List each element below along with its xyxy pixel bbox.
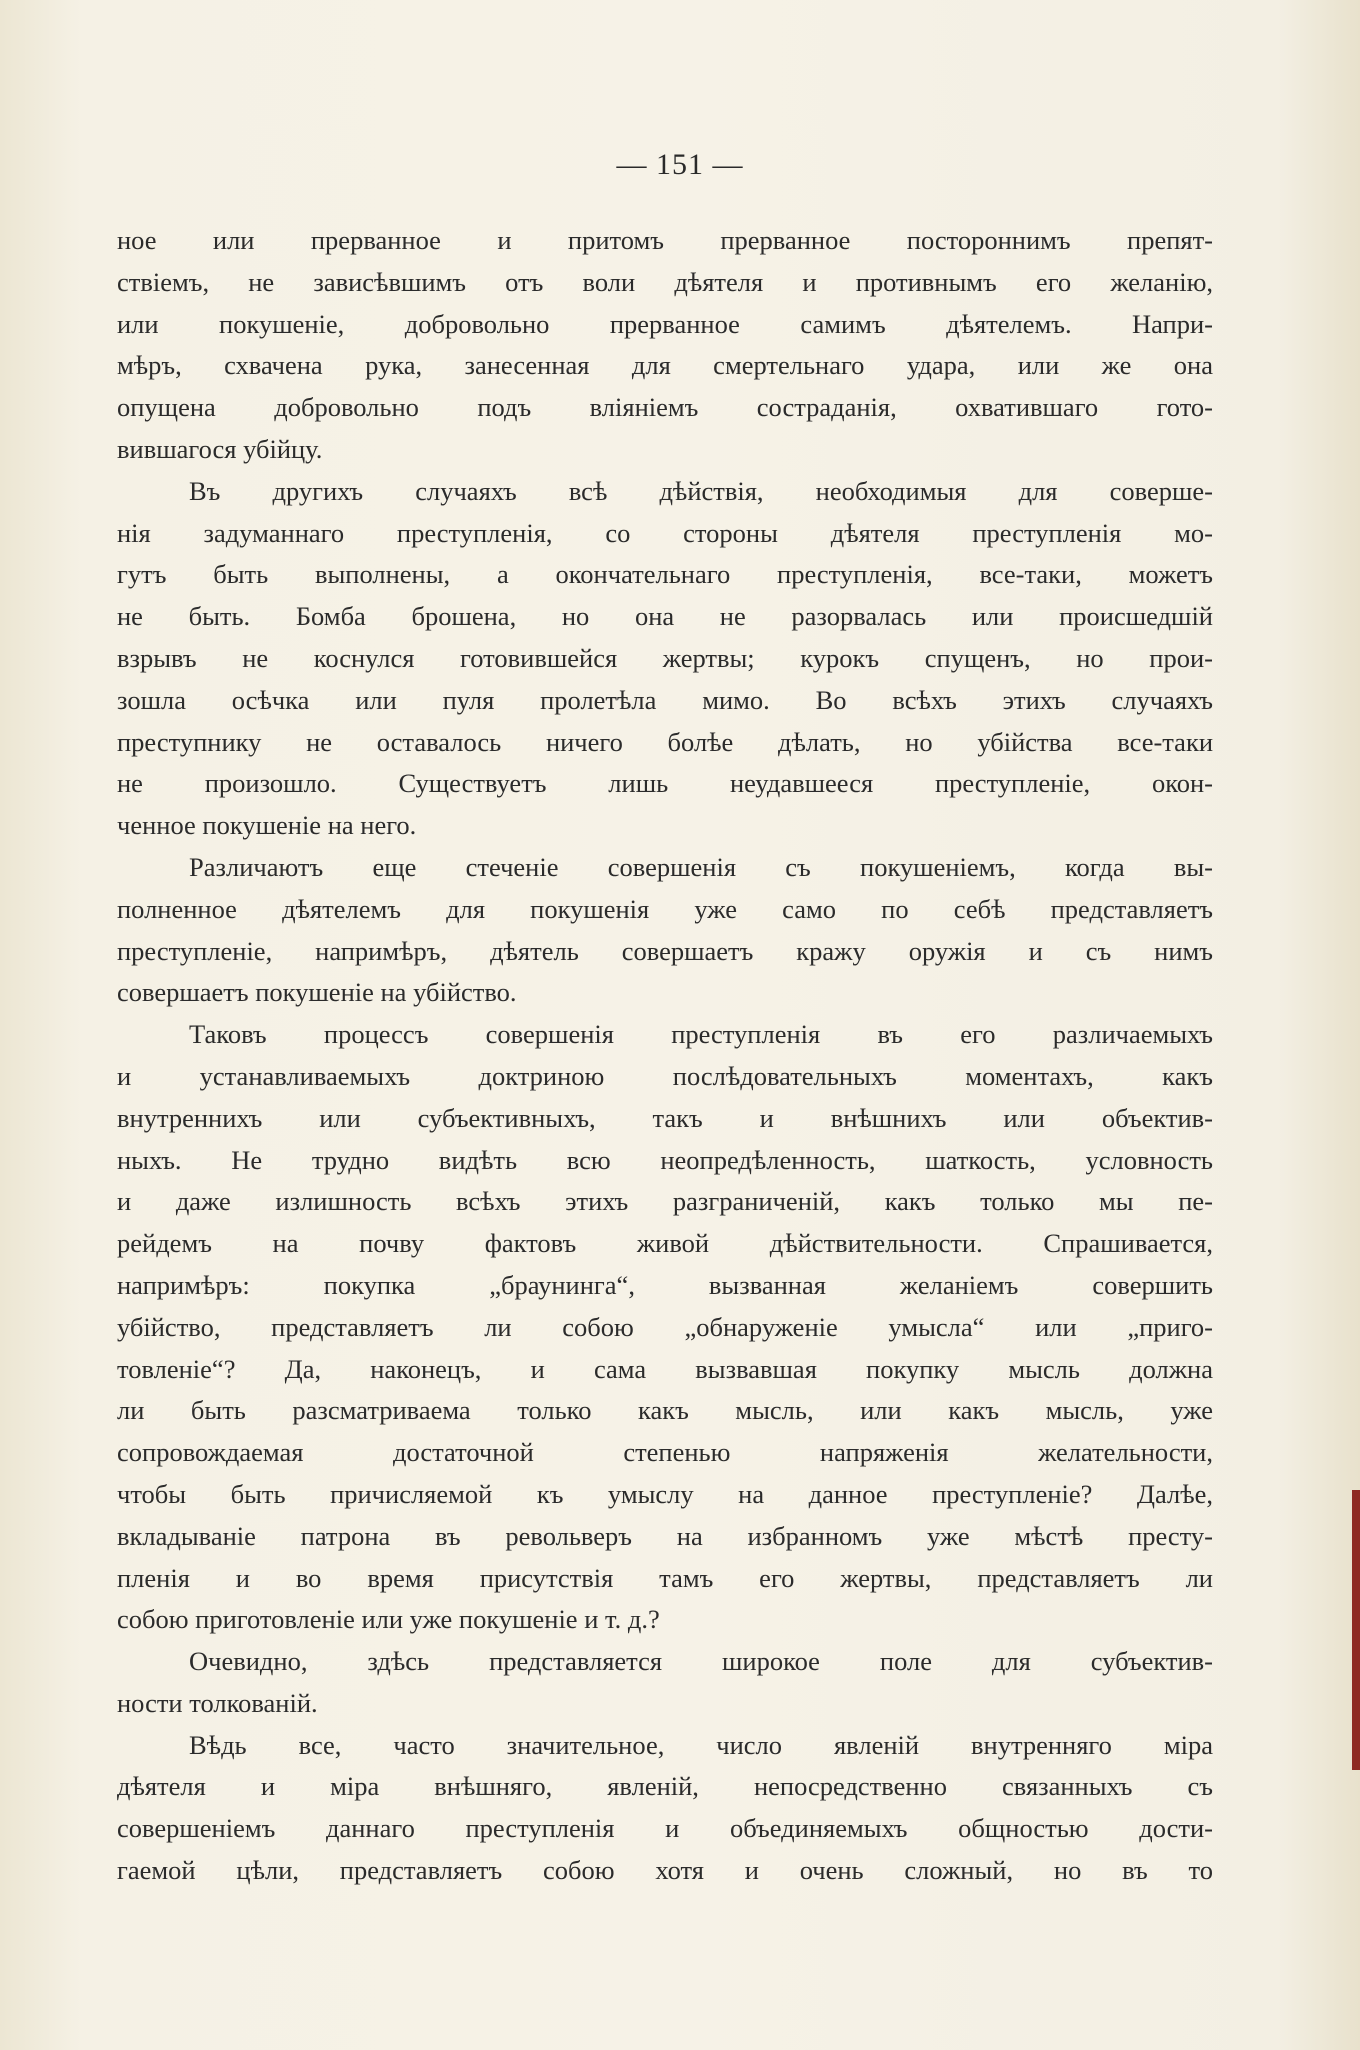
- text-line: гаемой цѣли, представляетъ собою хотя и очень сложный, но въ то: [117, 1855, 1213, 1886]
- text-line: рейдемъ на почву фактовъ живой дѣйствительности. Спрашивается,: [117, 1228, 1213, 1259]
- page-number: — 151 —: [616, 148, 744, 181]
- text-line: и устанавливаемыхъ доктриною послѣдовательныхъ моментахъ, какъ: [117, 1060, 1213, 1091]
- text-line: не быть. Бомба брошена, но она не разорвалась или происшедшій: [117, 601, 1213, 632]
- text-line: полненное дѣятелемъ для покушенія уже само по себѣ представляетъ: [117, 893, 1213, 924]
- text-line: нія задуманнаго преступленія, со стороны дѣятеля преступленія мо-: [117, 517, 1213, 548]
- text-line: не произошло. Существуетъ лишь неудавшееся преступленіе, окон-: [117, 768, 1213, 799]
- text-line: и даже излишность всѣхъ этихъ разграниченій, какъ только мы пе-: [117, 1186, 1213, 1217]
- text-line: ствіемъ, не зависѣвшимъ отъ воли дѣятеля и противнымъ его желанію,: [117, 266, 1213, 297]
- text-line: преступленіе, напримѣръ, дѣятель совершаетъ кражу оружія и съ нимъ: [117, 935, 1213, 966]
- text-line: дѣятеля и міра внѣшняго, явленій, непосредственно связанныхъ съ: [117, 1771, 1213, 1802]
- text-line: ныхъ. Не трудно видѣть всю неопредѣленность, шаткость, условность: [117, 1144, 1213, 1175]
- text-line: Таковъ процессъ совершенія преступленія въ его различаемыхъ: [189, 1019, 1213, 1050]
- text-line: ности толкованій.: [117, 1687, 318, 1718]
- text-line: или покушеніе, добровольно прерванное самимъ дѣятелемъ. Напри-: [117, 308, 1213, 339]
- text-line: опущена добровольно подъ вліяніемъ состраданія, охватившаго гото-: [117, 392, 1213, 423]
- text-line: совершеніемъ даннаго преступленія и объединяемыхъ общностью дости-: [117, 1813, 1213, 1844]
- text-line: собою приготовленіе или уже покушеніе и т. д.?: [117, 1604, 660, 1635]
- text-line: Вѣдь все, часто значительное, число явленій внутренняго міра: [189, 1729, 1213, 1760]
- text-line: гутъ быть выполнены, а окончательнаго преступленія, все-таки, можетъ: [117, 559, 1213, 590]
- text-line: сопровождаемая достаточной степенью напряженія желательности,: [117, 1437, 1213, 1468]
- text-line: взрывъ не коснулся готовившейся жертвы; курокъ спущенъ, но прои-: [117, 642, 1213, 673]
- text-line: ченное покушеніе на него.: [117, 810, 417, 841]
- text-line: чтобы быть причисляемой къ умыслу на данное преступленіе? Далѣе,: [117, 1478, 1213, 1509]
- text-line: вкладываніе патрона въ револьверъ на избранномъ уже мѣстѣ престу-: [117, 1520, 1213, 1551]
- text-line: напримѣръ: покупка „браунинга“, вызванная желаніемъ совершить: [117, 1269, 1213, 1300]
- text-line: зошла осѣчка или пуля пролетѣла мимо. Во всѣхъ этихъ случаяхъ: [117, 684, 1213, 715]
- text-line: пленія и во время присутствія тамъ его жертвы, представляетъ ли: [117, 1562, 1213, 1593]
- text-line: Очевидно, здѣсь представляется широкое поле для субъектив-: [189, 1646, 1213, 1677]
- text-line: внутреннихъ или субъективныхъ, такъ и внѣшнихъ или объектив-: [117, 1102, 1213, 1133]
- text-line: мѣръ, схвачена рука, занесенная для смертельнаго удара, или же она: [117, 350, 1213, 381]
- edge-marker: [1352, 1490, 1360, 1770]
- text-line: Различаютъ еще стеченіе совершенія съ покушеніемъ, когда вы-: [189, 851, 1213, 882]
- text-line: Въ другихъ случаяхъ всѣ дѣйствія, необходимыя для соверше-: [189, 475, 1213, 506]
- text-line: товленіе“? Да, наконецъ, и сама вызвавшая покупку мысль должна: [117, 1353, 1213, 1384]
- text-line: ное или прерванное и притомъ прерванное постороннимъ препят-: [117, 225, 1213, 255]
- body-text: [117, 220, 1213, 1892]
- text-line: убійство, представляетъ ли собою „обнаруженіе умысла“ или „приго-: [117, 1311, 1213, 1342]
- text-line: ли быть разсматриваема только какъ мысль, или какъ мысль, уже: [117, 1395, 1213, 1426]
- text-line: преступнику не оставалось ничего болѣе дѣлать, но убійства все-таки: [117, 726, 1213, 757]
- text-line: совершаетъ покушеніе на убійство.: [117, 977, 517, 1008]
- text-line: вившагося убійцу.: [117, 433, 323, 464]
